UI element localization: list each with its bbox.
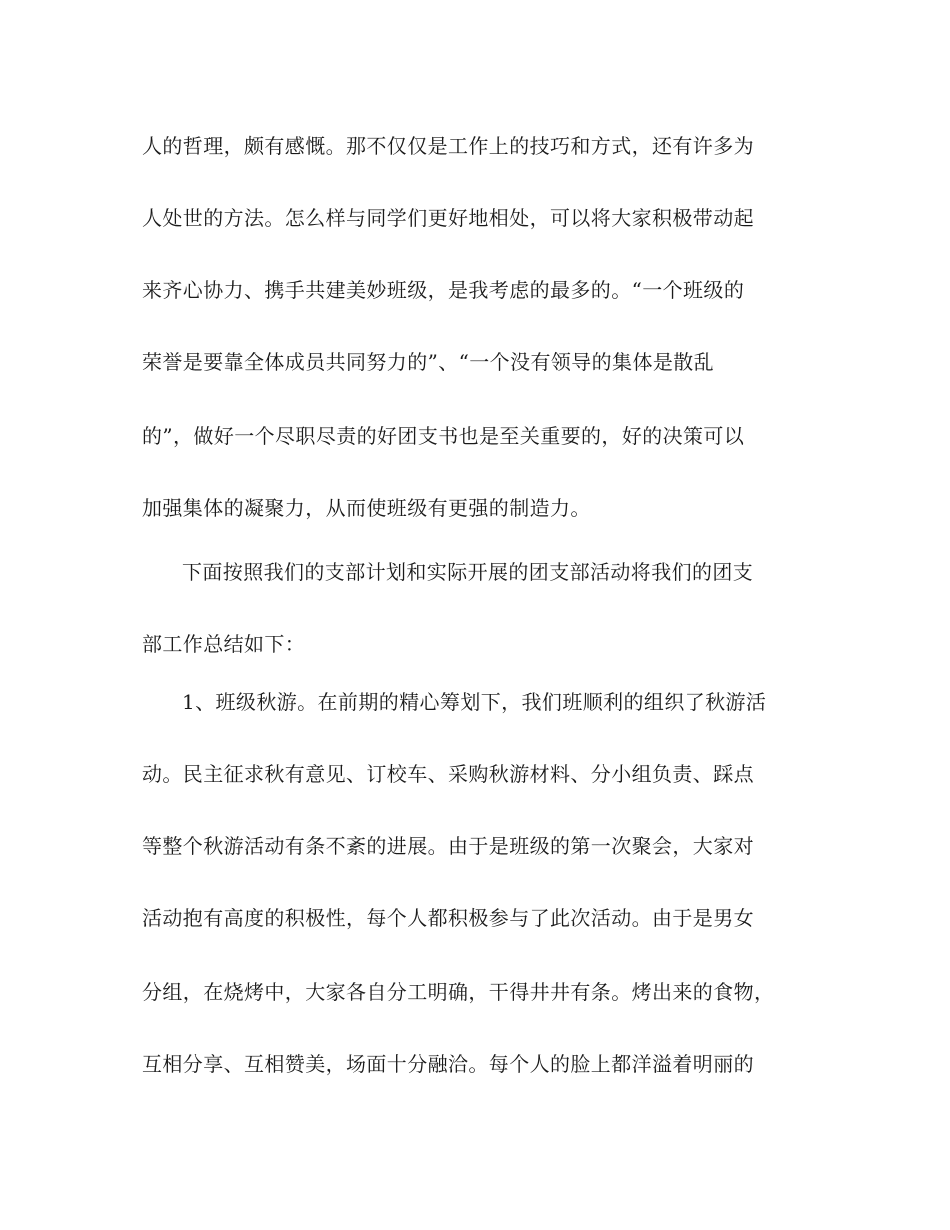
text-line: 部工作总结如下： [142, 632, 306, 656]
text-line: 荣誉是要靠全体成员共同努力的”、“一个没有领导的集体是散乱 [142, 350, 715, 374]
text-line: 人的哲理，颇有感慨。那不仅仅是工作上的技巧和方式，还有许多为 [142, 134, 754, 158]
paragraph-first-line: 下面按照我们的支部计划和实际开展的团支部活动将我们的团支 [182, 560, 754, 584]
text-line: 等整个秋游活动有条不紊的进展。由于是班级的第一次聚会，大家对 [142, 834, 754, 858]
text-line: 加强集体的凝聚力，从而使班级有更强的制造力。 [142, 496, 591, 520]
text-line: 来齐心协力、携手共建美妙班级，是我考虑的最多的。“一个班级的 [142, 278, 745, 302]
text-line: 人处世的方法。怎么样与同学们更好地相处，可以将大家积极带动起 [142, 206, 754, 230]
paragraph-first-line: 1、班级秋游。在前期的精心筹划下，我们班顺利的组织了秋游活 [182, 690, 767, 714]
text-line: 动。民主征求秋有意见、订校车、采购秋游材料、分小组负责、踩点 [142, 762, 754, 786]
text-line: 活动抱有高度的积极性，每个人都积极参与了此次活动。由于是男女 [142, 906, 754, 930]
text-line: 分组，在烧烤中，大家各自分工明确，干得井井有条。烤出来的食物， [142, 980, 775, 1004]
text-line: 互相分享、互相赞美，场面十分融洽。每个人的脸上都洋溢着明丽的 [142, 1052, 754, 1076]
text-line: 的”，做好一个尽职尽责的好团支书也是至关重要的，好的决策可以 [142, 424, 745, 448]
